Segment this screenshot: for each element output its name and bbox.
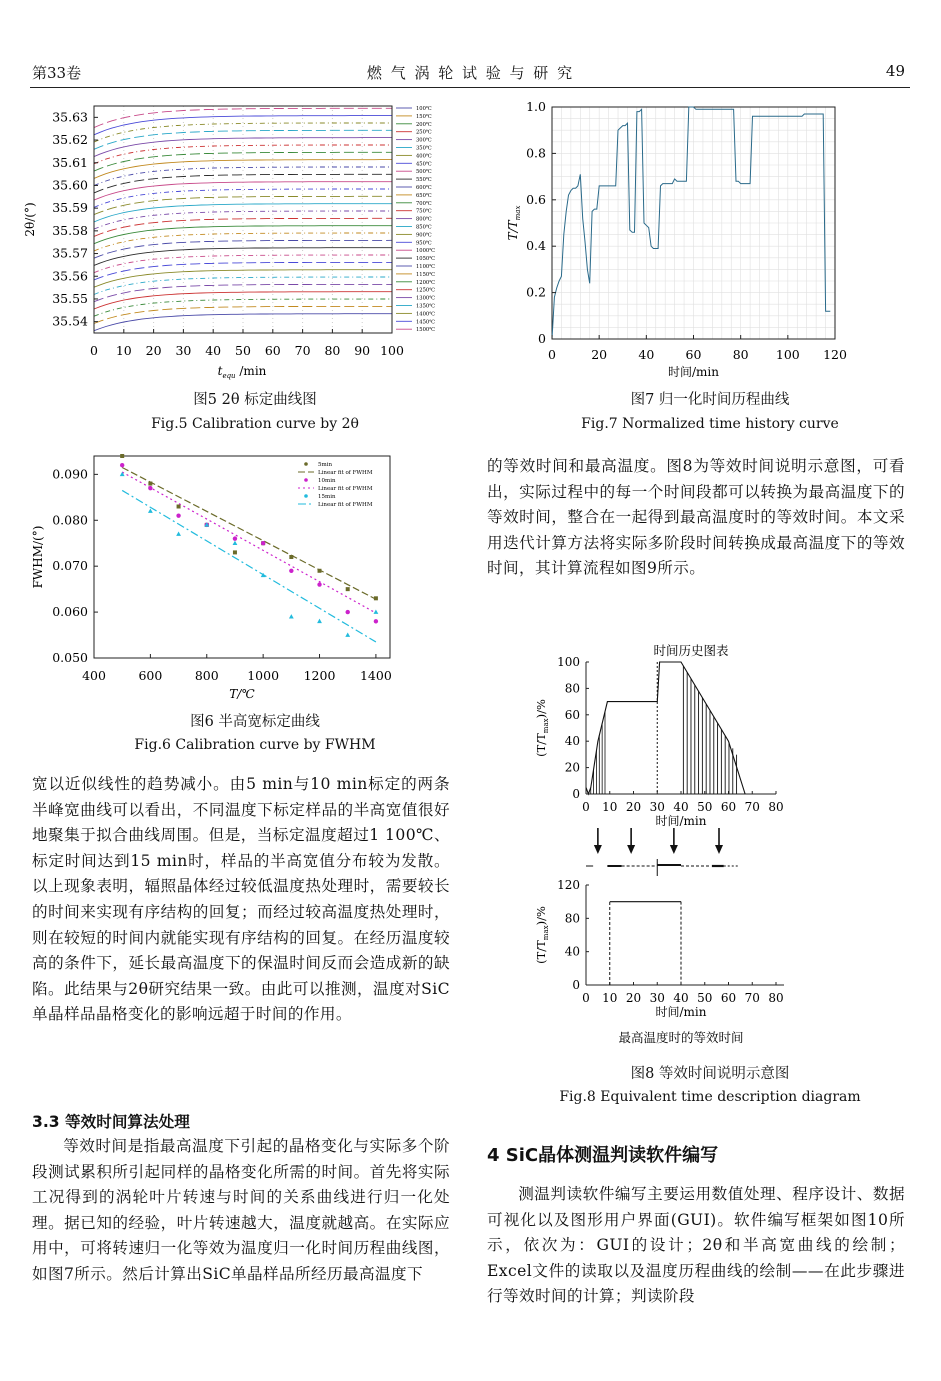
legend-label: 100℃: [416, 106, 432, 112]
header-rule: [30, 87, 910, 88]
legend-label: 150℃: [416, 113, 432, 120]
x-axis-label: 时间/min: [668, 365, 719, 379]
bottom-note: 最高温度时的等效时间: [618, 1030, 744, 1045]
legend-label: 200℃: [416, 121, 432, 128]
x-tick-label: 0: [90, 343, 98, 358]
x-axis-label: $t_{equ}$ /min: [217, 364, 267, 380]
figure-7-caption-cn: 图7 归一化时间历程曲线: [630, 392, 790, 408]
x-axis-label: T/℃: [229, 687, 255, 701]
y-tick-label: 0.050: [52, 650, 88, 665]
data-point: [233, 536, 237, 540]
x-tick-label: 50: [697, 991, 713, 1005]
figure-5-chart: [20, 92, 450, 384]
data-point: [148, 482, 152, 486]
y-tick-label: 60: [564, 707, 580, 722]
x-tick-label: 10: [602, 991, 618, 1005]
y-tick-label: 0.4: [526, 238, 546, 254]
x-tick-label: 60: [720, 991, 737, 1005]
y-tick-label: 80: [564, 911, 580, 926]
legend-label: 1500℃: [416, 327, 436, 334]
right-paragraph-1: 的等效时间和最高温度。图8为等效时间说明示意图，可看出，实际过程中的每一个时间段都可以转换为最高温度下的等效时间，整合在一起得到最高温度时的等效时间。本文采用迭代计算方法将实际多阶段时间转换成最高温度下的等效时间，其计算流程如图9所示。: [487, 457, 905, 578]
legend-label: 400℃: [416, 153, 432, 160]
y-tick-label: 0.6: [526, 191, 546, 207]
legend-label: 1000℃: [416, 248, 436, 255]
x-tick-label: 40: [205, 343, 222, 358]
x-tick-label: 600: [138, 668, 163, 683]
legend-marker: [304, 462, 308, 466]
legend-label: 5min: [318, 462, 333, 468]
y-tick-label: 20: [564, 760, 580, 775]
x-tick-label: 0: [582, 991, 590, 1005]
data-point: [346, 587, 350, 591]
legend-label: 700℃: [416, 200, 432, 207]
legend-label: 1100℃: [416, 264, 436, 270]
x-tick-label: 30: [649, 991, 665, 1005]
figure-5-caption-en: Fig.5 Calibration curve by 2θ: [151, 416, 359, 432]
data-point: [148, 486, 152, 490]
data-point: [233, 541, 238, 545]
y-axis-label: FWHM/(°): [31, 525, 45, 589]
y-tick-label: 40: [564, 944, 580, 959]
data-point: [345, 632, 350, 636]
section-4-heading: 4 SiC晶体测温判读软件编写: [487, 1145, 719, 1166]
y-tick-label: 0.2: [526, 284, 546, 300]
x-tick-label: 20: [145, 343, 162, 358]
x-tick-label: 400: [82, 668, 106, 683]
data-point: [374, 609, 379, 613]
fit-line: [122, 490, 376, 642]
arrow-head: [627, 845, 635, 854]
legend-label: 1150℃: [416, 271, 436, 278]
x-tick-label: 20: [591, 347, 608, 362]
legend-label: Linear fit of FWHM: [318, 486, 373, 492]
y-tick-label: 35.56: [52, 268, 88, 284]
x-tick-label: 60: [685, 347, 702, 362]
legend-label: 650℃: [416, 192, 432, 199]
x-tick-label: 1400: [359, 668, 392, 683]
y-tick-label: 35.57: [52, 245, 88, 261]
legend-label: 1450℃: [416, 319, 436, 326]
legend-label: 800℃: [416, 216, 432, 223]
x-tick-label: 20: [625, 991, 642, 1005]
x-tick-label: 70: [744, 991, 760, 1005]
section-3-3-heading: 3.3 等效时间算法处理: [32, 1113, 190, 1131]
figure-6-caption-cn: 图6 半高宽标定曲线: [190, 714, 320, 730]
x-tick-label: 1000: [247, 668, 280, 683]
figure-6-caption-en: Fig.6 Calibration curve by FWHM: [134, 737, 376, 753]
x-tick-label: 80: [324, 343, 341, 358]
y-tick-label: 1.0: [526, 99, 546, 114]
y-tick-label: 120: [557, 878, 580, 892]
data-point: [120, 463, 124, 467]
figure-5-caption-cn: 图5 2θ 标定曲线图: [193, 392, 317, 408]
legend-label: 1400℃: [416, 311, 436, 318]
x-axis-label: 时间/min: [655, 1005, 707, 1019]
x-tick-label: 0: [582, 800, 590, 814]
x-tick-label: 70: [744, 800, 760, 814]
x-tick-label: 1200: [303, 668, 336, 683]
x-tick-label: 60: [720, 800, 737, 814]
data-point: [233, 550, 237, 554]
legend-label: 500℃: [416, 169, 432, 176]
left-paragraph-1: 宽以近似线性的趋势减小。由5 min与10 min标定的两条半峰宽曲线可以看出，不同温度下标定样品的半高宽值很好地聚集于拟合曲线周围。但是，当标定温度超过1 100℃、标定时间达到15 min时，样品的半高宽值分布较为发散。以上现象表明，辐照晶体经过较低温度热处理时，需要较长的时间来实现有序结构的回复；而经过较高温度热处理时，则在较短的时间内就能实现有序结构的回复。在经历温度较高的条件下，延长最高温度下的保温时间反而会造成新的缺陷。此结果与2θ研究结果一致。由此可以推测，温度对SiC单晶样品晶格变化的影响远超于时间的作用。: [32, 775, 450, 1024]
data-point: [289, 614, 294, 618]
y-tick-label: 35.61: [52, 154, 88, 170]
legend-label: 1050℃: [416, 256, 436, 263]
x-tick-label: 30: [175, 343, 192, 358]
right-paragraph-2: 测温判读软件编写主要运用数值处理、程序设计、数据可视化以及图形用户界面(GUI)。软件编写框架如图10所示，依次为：GUI的设计；2θ和半高宽曲线的绘制；Excel文件的读取以及温度历程曲线的绘制——在此步骤进行等效时间的计算；判读阶段: [487, 1185, 905, 1306]
data-point: [318, 569, 322, 573]
x-tick-label: 40: [673, 800, 689, 814]
y-tick-label: 35.58: [52, 222, 88, 238]
legend-label: 15min: [318, 494, 336, 500]
legend-label: 10min: [318, 478, 336, 484]
x-tick-label: 20: [625, 800, 642, 814]
figure-8-diagram: [525, 640, 845, 1058]
legend-label: 1350℃: [416, 303, 436, 310]
x-tick-label: 90: [354, 343, 371, 358]
figure-8-caption-en: Fig.8 Equivalent time description diagram: [559, 1089, 861, 1105]
legend-label: 900℃: [416, 232, 432, 239]
x-tick-label: 50: [235, 343, 251, 358]
data-point: [317, 619, 322, 623]
legend-label: 1300℃: [416, 295, 436, 302]
legend-label: 300℃: [416, 137, 432, 144]
data-point: [346, 610, 350, 614]
calibration-curve: [94, 123, 392, 142]
y-tick-label: 100: [557, 655, 580, 669]
legend-label: 950℃: [416, 240, 432, 247]
legend-marker: [304, 494, 308, 498]
x-tick-label: 10: [115, 343, 132, 358]
y-tick-label: 35.63: [52, 109, 88, 125]
fit-line: [122, 472, 376, 613]
legend-label: 1250℃: [416, 287, 436, 294]
y-tick-label: 35.59: [52, 200, 88, 216]
left-paragraph-2: 等效时间是指最高温度下引起的晶格变化与实际多个阶段测试累积所引起同样的晶格变化所需的时间。首先将实际工况得到的涡轮叶片转速与时间的关系曲线进行归一化处理。据已知的经验，叶片转速越大，温度就越高。在实际应用中，可将转速归一化等效为温度归一化时间历程曲线图，如图7所示。然后计算出SiC单晶样品所经历最高温度下: [32, 1137, 450, 1283]
x-tick-label: 70: [294, 343, 311, 358]
data-point: [289, 569, 293, 573]
y-tick-label: 35.55: [52, 290, 88, 306]
calibration-curve: [94, 108, 392, 127]
x-tick-label: 80: [768, 800, 784, 814]
x-axis-label: 时间/min: [655, 814, 707, 828]
x-tick-label: 40: [673, 991, 689, 1005]
x-tick-label: 40: [638, 347, 655, 362]
x-tick-label: 80: [732, 347, 749, 362]
legend-label: 750℃: [416, 208, 432, 215]
y-tick-label: 0.070: [52, 558, 88, 574]
legend-label: 850℃: [416, 224, 432, 231]
y-axis-label: $(T/T_{max})/\%$: [534, 906, 550, 964]
header-volume: 第33卷: [32, 64, 82, 82]
legend-label: Linear fit of FWHM: [318, 470, 373, 476]
y-tick-label: 0.060: [52, 604, 88, 620]
legend-label: 550℃: [416, 177, 432, 184]
x-tick-label: 800: [194, 668, 219, 683]
figure-8-caption-cn: 图8 等效时间说明示意图: [630, 1066, 790, 1082]
y-axis-label: 2θ/(°): [23, 202, 37, 237]
y-axis-label: $T/T_{max}$: [506, 205, 522, 241]
calibration-curve: [94, 196, 392, 214]
data-point: [261, 541, 265, 545]
x-tick-label: 120: [823, 347, 847, 362]
y-tick-label: 35.60: [52, 177, 88, 193]
data-point: [176, 531, 181, 535]
arrow-head: [670, 845, 678, 854]
data-point: [177, 505, 181, 509]
y-tick-label: 0: [572, 978, 580, 992]
y-tick-label: 0.8: [526, 145, 546, 161]
x-tick-label: 0: [548, 347, 556, 362]
header-journal: 燃 气 涡 轮 试 验 与 研 究: [366, 64, 575, 82]
x-tick-label: 60: [264, 343, 281, 358]
data-point: [289, 555, 293, 559]
y-tick-label: 80: [564, 681, 580, 696]
legend-label: 350℃: [416, 145, 432, 152]
x-tick-label: 100: [775, 347, 800, 362]
figure-7-chart: [495, 92, 915, 382]
x-tick-label: 10: [602, 800, 618, 814]
legend-label: 250℃: [416, 129, 432, 136]
y-tick-label: 0: [572, 787, 580, 801]
figure-8-title: 时间历史图表: [653, 643, 729, 658]
y-tick-label: 35.54: [52, 313, 88, 329]
data-point: [120, 454, 124, 458]
y-tick-label: 0.090: [52, 466, 88, 482]
legend-label: Linear fit of FWHM: [318, 502, 373, 508]
data-point: [374, 596, 378, 600]
x-tick-label: 30: [649, 800, 665, 814]
data-point: [148, 508, 153, 512]
data-point: [374, 619, 378, 623]
x-tick-label: 50: [697, 800, 713, 814]
data-point: [317, 582, 321, 586]
legend-label: 600℃: [416, 185, 432, 191]
y-tick-label: 40: [564, 734, 580, 749]
data-point: [176, 513, 180, 517]
calibration-curve: [94, 138, 392, 157]
y-tick-label: 0: [538, 331, 546, 346]
legend-label: 450℃: [416, 161, 432, 168]
legend-label: 1200℃: [416, 279, 436, 286]
calibration-curve: [94, 152, 392, 171]
y-axis-label: $(T/T_{max})/\%$: [534, 699, 550, 757]
legend-marker: [304, 478, 308, 482]
figure-7-caption-en: Fig.7 Normalized time history curve: [581, 416, 839, 432]
x-tick-label: 80: [768, 991, 784, 1005]
x-tick-label: 100: [380, 343, 404, 358]
arrow-head: [715, 845, 723, 854]
y-tick-label: 35.62: [52, 132, 88, 148]
header-page-number: 49: [885, 62, 905, 80]
calibration-curve: [94, 218, 392, 236]
y-tick-label: 0.080: [52, 512, 88, 528]
figure-6-chart: [28, 450, 448, 705]
arrow-head: [594, 845, 602, 854]
